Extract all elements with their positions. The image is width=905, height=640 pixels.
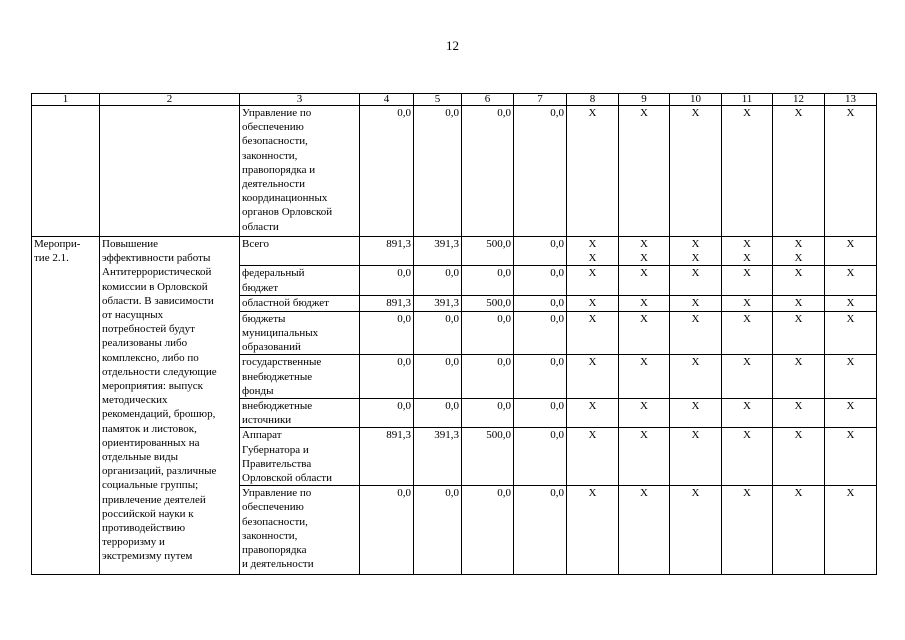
text-line: Х xyxy=(588,312,597,325)
text-line: законности, xyxy=(242,149,298,162)
value-cell: 0,0 xyxy=(514,399,567,428)
text-line: Орловской области xyxy=(242,472,332,485)
table-row xyxy=(32,106,877,237)
value-cell: 0,0 xyxy=(462,355,514,399)
mark-cell xyxy=(773,295,825,311)
text-line: Х xyxy=(640,252,648,265)
text-line: Всего xyxy=(242,238,269,250)
mark-cell xyxy=(773,311,825,355)
text-line: комиссии в Орловской xyxy=(102,280,208,293)
mark-cell: Х xyxy=(619,106,670,237)
mark-cell xyxy=(619,428,670,486)
text-line: тие 2.1. xyxy=(34,252,69,265)
text-line: потребностей будут xyxy=(102,323,195,336)
measure-description xyxy=(100,237,240,575)
text-line: областной бюджет xyxy=(242,296,329,309)
value-cell: 391,3 xyxy=(414,237,462,266)
text-line: отдельные виды xyxy=(102,451,178,464)
row-label xyxy=(240,295,360,311)
mark-cell xyxy=(722,355,773,399)
text-line: Х xyxy=(588,429,597,442)
mark-cell xyxy=(670,295,722,311)
text-line: социальные группы; xyxy=(102,479,199,492)
value-cell: 891,3 xyxy=(360,295,414,311)
mark-cell: Х xyxy=(722,106,773,237)
text-line: организаций, различные xyxy=(102,465,217,478)
text-line: противодействию xyxy=(102,522,186,535)
text-line: отдельности следующие xyxy=(102,365,217,378)
text-line: Х xyxy=(691,312,700,325)
text-line: безопасности, xyxy=(242,135,308,148)
text-line: обеспечению xyxy=(242,121,304,134)
value-cell: 0,0 xyxy=(462,311,514,355)
text-line: Х xyxy=(691,356,700,369)
text-line: муниципальных xyxy=(242,327,319,340)
text-line: Х xyxy=(794,267,803,280)
text-line: безопасности, xyxy=(242,515,308,528)
text-line: эффективности работы xyxy=(102,252,211,265)
text-line: Х xyxy=(743,400,751,413)
mark-cell xyxy=(825,295,877,311)
text-line: Х xyxy=(794,296,803,309)
value-cell: 0,0 xyxy=(462,106,514,237)
text-line: Х xyxy=(794,487,803,500)
text-line: Х xyxy=(691,296,700,309)
mark-cell xyxy=(567,428,619,486)
text-line: Х xyxy=(743,238,751,250)
page-number: 12 xyxy=(446,38,459,53)
text-line: Антитеррористической xyxy=(102,266,212,279)
text-line: ориентированных на xyxy=(102,436,200,449)
mark-cell xyxy=(567,311,619,355)
mark-cell xyxy=(773,355,825,399)
value-cell: 0,0 xyxy=(360,266,414,295)
value-cell: 0,0 xyxy=(360,106,414,237)
value-cell: 0,0 xyxy=(462,399,514,428)
text-line: рекомендаций, брошюр, xyxy=(102,408,216,421)
value-cell: 0,0 xyxy=(514,106,567,237)
value-cell: 500,0 xyxy=(462,295,514,311)
row-label xyxy=(240,486,360,575)
text-line: Х xyxy=(691,252,700,265)
text-line: Х xyxy=(588,487,597,500)
text-line: Повышение xyxy=(102,238,159,250)
header-cell: 7 xyxy=(514,94,567,106)
text-line: Х xyxy=(588,267,597,280)
text-line: Х xyxy=(743,296,751,309)
text-line: Х xyxy=(640,238,648,250)
header-cell: 2 xyxy=(100,94,240,106)
text-line: Х xyxy=(846,487,855,500)
text-line: Аппарат xyxy=(242,429,282,442)
value-cell: 500,0 xyxy=(462,237,514,266)
mark-cell xyxy=(825,311,877,355)
text-line: Х xyxy=(743,487,751,500)
text-line: правопорядка и xyxy=(242,163,316,176)
value-cell: 0,0 xyxy=(514,486,567,575)
text-line: Х xyxy=(743,267,751,280)
value-cell: 0,0 xyxy=(360,486,414,575)
value-cell: 0,0 xyxy=(514,266,567,295)
mark-cell xyxy=(619,237,670,266)
mark-cell: Х xyxy=(567,106,619,237)
row-label xyxy=(240,428,360,486)
text-line: обеспечению xyxy=(242,501,304,514)
text-line: мероприятия: выпуск xyxy=(102,380,203,393)
text-line: правопорядка xyxy=(242,544,307,557)
mark-cell xyxy=(722,237,773,266)
text-line: Х xyxy=(846,356,855,369)
text-line: Х xyxy=(846,267,855,280)
mark-cell xyxy=(619,295,670,311)
value-cell: 0,0 xyxy=(514,295,567,311)
text-line: Х xyxy=(588,400,597,413)
mark-cell xyxy=(567,266,619,295)
text-line: Х xyxy=(691,400,700,413)
text-line: Х xyxy=(846,429,855,442)
header-cell: 11 xyxy=(722,94,773,106)
mark-cell xyxy=(825,266,877,295)
header-cell: 1 xyxy=(32,94,100,106)
text-line: координационных xyxy=(242,192,328,205)
text-line: Х xyxy=(794,252,803,265)
mark-cell xyxy=(670,311,722,355)
text-line: источники xyxy=(242,414,292,427)
mark-cell: Х xyxy=(773,106,825,237)
mark-cell xyxy=(825,237,877,266)
row-label xyxy=(240,237,360,266)
text-line: Х xyxy=(640,487,648,500)
text-line: от насущных xyxy=(102,309,164,322)
value-cell: 0,0 xyxy=(462,266,514,295)
mark-cell xyxy=(670,399,722,428)
mark-cell xyxy=(619,311,670,355)
text-line: Х xyxy=(846,400,855,413)
mark-cell: Х xyxy=(670,106,722,237)
table-row xyxy=(32,237,877,266)
text-line: органов Орловской xyxy=(242,206,333,219)
mark-cell: Х xyxy=(825,106,877,237)
mark-cell xyxy=(722,428,773,486)
value-cell: 0,0 xyxy=(414,486,462,575)
text-line: Х xyxy=(640,429,648,442)
mark-cell xyxy=(670,428,722,486)
mark-cell xyxy=(567,295,619,311)
row-label xyxy=(240,355,360,399)
text-line: методических xyxy=(102,394,168,407)
empty-cell xyxy=(32,106,100,237)
mark-cell xyxy=(567,237,619,266)
mark-cell xyxy=(722,486,773,575)
text-line: фонды xyxy=(242,384,274,397)
value-cell: 0,0 xyxy=(462,486,514,575)
value-cell: 891,3 xyxy=(360,428,414,486)
value-cell: 0,0 xyxy=(514,428,567,486)
value-cell: 0,0 xyxy=(414,311,462,355)
value-cell: 0,0 xyxy=(414,355,462,399)
mark-cell xyxy=(825,428,877,486)
row-label xyxy=(240,106,360,237)
mark-cell xyxy=(670,237,722,266)
header-cell: 3 xyxy=(240,94,360,106)
header-cell: 4 xyxy=(360,94,414,106)
text-line: Х xyxy=(743,356,751,369)
header-cell: 10 xyxy=(670,94,722,106)
text-line: Х xyxy=(640,400,648,413)
text-line: Х xyxy=(743,312,751,325)
text-line: деятельности xyxy=(242,178,305,191)
header-cell: 5 xyxy=(414,94,462,106)
text-line: Х xyxy=(691,487,700,500)
mark-cell xyxy=(567,399,619,428)
text-line: области xyxy=(242,220,279,233)
text-line: области. В зависимости xyxy=(102,294,214,307)
text-line: Х xyxy=(588,296,597,309)
value-cell: 0,0 xyxy=(360,311,414,355)
mark-cell xyxy=(825,355,877,399)
text-line: Управление по xyxy=(242,487,312,500)
text-line: Х xyxy=(640,312,648,325)
mark-cell xyxy=(825,399,877,428)
text-line: внебюджетные xyxy=(242,400,313,413)
mark-cell xyxy=(773,266,825,295)
mark-cell xyxy=(722,311,773,355)
text-line: Управление по xyxy=(242,107,312,119)
mark-cell xyxy=(773,237,825,266)
text-line: Х xyxy=(640,296,648,309)
mark-cell xyxy=(619,399,670,428)
text-line: экстремизму путем xyxy=(102,550,193,563)
text-line: Губернатора и xyxy=(242,443,309,456)
header-row xyxy=(32,94,877,106)
mark-cell xyxy=(619,355,670,399)
mark-cell xyxy=(619,486,670,575)
text-line: Х xyxy=(588,238,597,250)
mark-cell xyxy=(773,486,825,575)
value-cell: 0,0 xyxy=(414,266,462,295)
text-line: Х xyxy=(794,356,803,369)
text-line: образований xyxy=(242,341,301,354)
text-line: комплексно, либо по xyxy=(102,351,199,364)
text-line: Х xyxy=(640,267,648,280)
mark-cell xyxy=(773,428,825,486)
value-cell: 500,0 xyxy=(462,428,514,486)
mark-cell xyxy=(722,266,773,295)
header-cell: 8 xyxy=(567,94,619,106)
row-label xyxy=(240,266,360,295)
measure-code xyxy=(32,237,100,575)
mark-cell xyxy=(722,399,773,428)
text-line: Х xyxy=(846,296,855,309)
value-cell: 0,0 xyxy=(514,311,567,355)
row-label xyxy=(240,311,360,355)
text-line: Правительства xyxy=(242,457,312,470)
text-line: Х xyxy=(743,252,751,265)
value-cell: 0,0 xyxy=(360,399,414,428)
text-line: Х xyxy=(588,252,597,265)
header-cell: 13 xyxy=(825,94,877,106)
text-line: Х xyxy=(640,356,648,369)
text-line: внебюджетные xyxy=(242,370,313,383)
mark-cell xyxy=(670,266,722,295)
value-cell: 0,0 xyxy=(360,355,414,399)
text-line: бюджеты xyxy=(242,312,286,325)
text-line: Х xyxy=(691,238,700,250)
mark-cell xyxy=(567,486,619,575)
budget-table xyxy=(31,93,877,575)
value-cell: 891,3 xyxy=(360,237,414,266)
text-line: российской науки к xyxy=(102,507,194,520)
mark-cell xyxy=(773,399,825,428)
mark-cell xyxy=(670,486,722,575)
mark-cell xyxy=(619,266,670,295)
text-line: Х xyxy=(794,312,803,325)
value-cell: 391,3 xyxy=(414,428,462,486)
value-cell: 391,3 xyxy=(414,295,462,311)
text-line: Х xyxy=(743,429,751,442)
header-cell: 12 xyxy=(773,94,825,106)
empty-cell xyxy=(100,106,240,237)
text-line: Х xyxy=(846,312,855,325)
value-cell: 0,0 xyxy=(414,399,462,428)
text-line: Х xyxy=(691,267,700,280)
text-line: Х xyxy=(794,400,803,413)
header-cell: 6 xyxy=(462,94,514,106)
text-line: Х xyxy=(588,356,597,369)
mark-cell xyxy=(722,295,773,311)
text-line: Х xyxy=(794,429,803,442)
text-line: законности, xyxy=(242,529,298,542)
mark-cell xyxy=(670,355,722,399)
header-cell: 9 xyxy=(619,94,670,106)
text-line: Х xyxy=(794,238,803,250)
text-line: государственные xyxy=(242,356,322,369)
value-cell: 0,0 xyxy=(514,237,567,266)
value-cell: 0,0 xyxy=(514,355,567,399)
text-line: Меропри- xyxy=(34,238,81,250)
text-line: памяток и листовок, xyxy=(102,422,197,435)
text-line: реализованы либо xyxy=(102,337,188,350)
text-line: привлечение деятелей xyxy=(102,493,206,506)
row-label xyxy=(240,399,360,428)
text-line: и деятельности xyxy=(242,558,314,571)
value-cell: 0,0 xyxy=(414,106,462,237)
mark-cell xyxy=(567,355,619,399)
text-line: Х xyxy=(691,429,700,442)
text-line: бюджет xyxy=(242,281,278,294)
text-line: терроризму и xyxy=(102,536,165,549)
mark-cell xyxy=(825,486,877,575)
text-line: Х xyxy=(846,238,855,250)
text-line: федеральный xyxy=(242,267,305,280)
